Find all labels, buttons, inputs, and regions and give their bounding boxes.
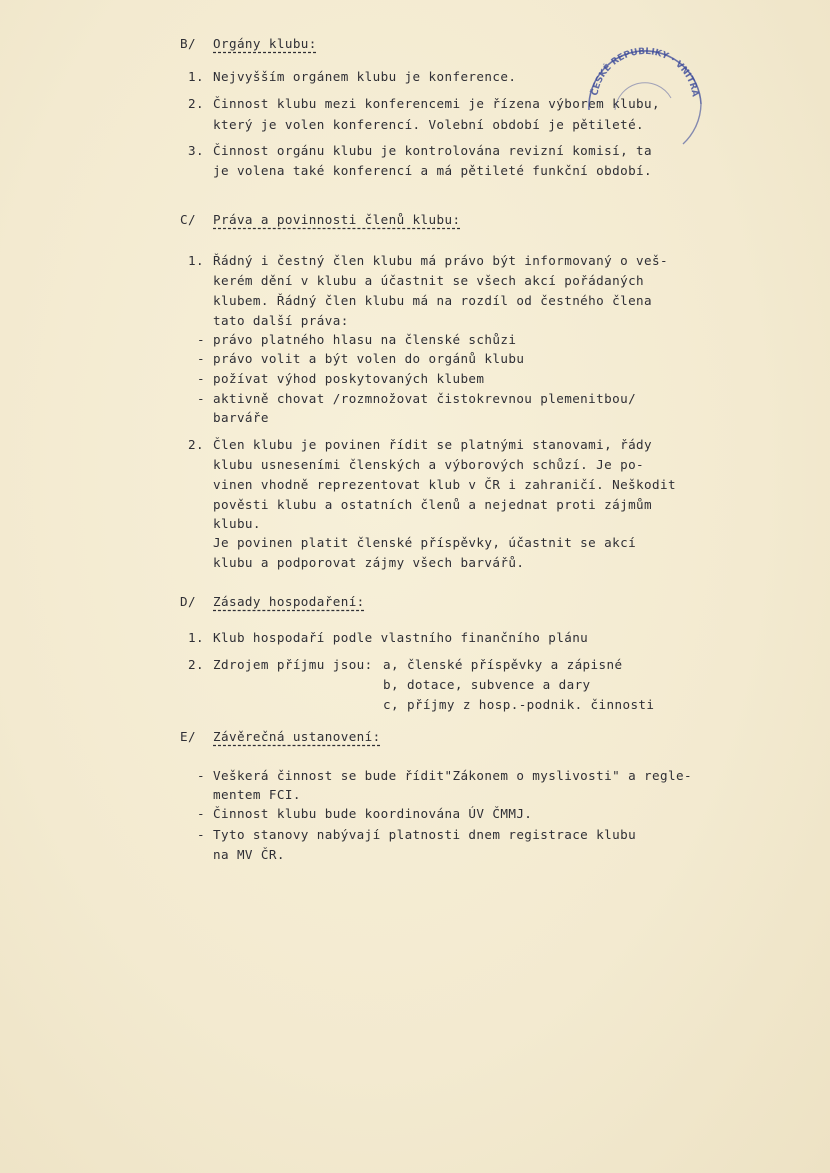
- section-d-heading: Zásady hospodaření:: [213, 594, 365, 609]
- c-item-1-num: 1.: [188, 253, 204, 268]
- b-item-3-line-1: Činnost orgánu klubu je kontrolována revizní komisí, ta: [213, 143, 653, 158]
- c-item-1-line-1: Řádný i čestný člen klubu má právo být informovaný o veš-: [213, 253, 668, 268]
- e-item-1-line-2: mentem FCI.: [213, 787, 301, 802]
- d-source-c: c, příjmy z hosp.-podnik. činnosti: [383, 697, 655, 712]
- d-source-b: b, dotace, subvence a dary: [383, 677, 591, 692]
- stamp-text: ČESKÉ REPUBLIKY · VNITRA: [590, 46, 700, 98]
- c-right-4-dash: -: [197, 391, 205, 406]
- c-item-2-line-2: klubu usneseními členských a výborových schůzí. Je po-: [213, 457, 645, 472]
- b-item-3-num: 3.: [188, 143, 204, 158]
- c-item-2-line-6: Je povinen platit členské příspěvky, účastnit se akcí: [213, 535, 637, 550]
- e-item-2-dash: -: [197, 806, 205, 821]
- c-right-4-cont: barváře: [213, 410, 269, 425]
- section-e-heading: Závěrečná ustanovení:: [213, 729, 381, 744]
- b-item-1-text: Nejvyšším orgánem klubu je konference.: [213, 69, 517, 84]
- c-item-2-line-4: pověsti klubu a ostatních členů a nejednat proti zájmům: [213, 497, 653, 512]
- c-item-2-line-3: vinen vhodně reprezentovat klub v ČR i zahraničí. Neškodit: [213, 477, 676, 492]
- e-item-1-dash: -: [197, 768, 205, 783]
- b-item-2-line-1: Činnost klubu mezi konferencemi je řízena výborem klubu,: [213, 96, 660, 111]
- b-item-2-num: 2.: [188, 96, 204, 111]
- official-stamp: [575, 40, 705, 160]
- c-right-3-dash: -: [197, 371, 205, 386]
- c-item-2-line-1: Člen klubu je povinen řídit se platnými stanovami, řády: [213, 437, 653, 452]
- c-right-3: požívat výhod poskytovaných klubem: [213, 371, 485, 386]
- c-right-4: aktivně chovat /rozmnožovat čistokrevnou plemenitbou/: [213, 391, 637, 406]
- d-item-2-num: 2.: [188, 657, 204, 672]
- c-item-2-line-5: klubu.: [213, 516, 261, 531]
- e-item-3-line-1: Tyto stanovy nabývají platnosti dnem registrace klubu: [213, 827, 637, 842]
- c-right-2-dash: -: [197, 351, 205, 366]
- section-c-letter: C/: [180, 212, 196, 227]
- c-right-2: právo volit a být volen do orgánů klubu: [213, 351, 525, 366]
- c-item-2-line-7: klubu a podporovat zájmy všech barvářů.: [213, 555, 525, 570]
- c-right-1-dash: -: [197, 332, 205, 347]
- c-item-2-num: 2.: [188, 437, 204, 452]
- e-item-3-line-2: na MV ČR.: [213, 847, 285, 862]
- c-item-1-line-3: klubem. Řádný člen klubu má na rozdíl od čestného člena: [213, 293, 653, 308]
- d-item-1-num: 1.: [188, 630, 204, 645]
- b-item-1-num: 1.: [188, 69, 204, 84]
- c-item-1-line-2: kerém dění v klubu a účastnit se všech akcí pořádaných: [213, 273, 645, 288]
- d-item-1-text: Klub hospodaří podle vlastního finančního plánu: [213, 630, 589, 645]
- c-item-1-line-4: tato další práva:: [213, 313, 349, 328]
- e-item-2-line-1: Činnost klubu bude koordinována ÚV ČMMJ.: [213, 806, 533, 821]
- b-item-3-line-2: je volena také konferencí a má pětileté funkční období.: [213, 163, 653, 178]
- section-e-letter: E/: [180, 729, 196, 744]
- section-b-letter: B/: [180, 36, 196, 51]
- c-right-1: právo platného hlasu na členské schůzi: [213, 332, 517, 347]
- d-item-2-text: Zdrojem příjmu jsou:: [213, 657, 373, 672]
- b-item-2-line-2: který je volen konferencí. Volební období je pětileté.: [213, 117, 645, 132]
- e-item-3-dash: -: [197, 827, 205, 842]
- svg-text:ČESKÉ REPUBLIKY · VNITRA: [588, 47, 699, 98]
- e-item-1-line-1: Veškerá činnost se bude řídit"Zákonem o myslivosti" a regle-: [213, 768, 692, 783]
- d-source-a: a, členské příspěvky a zápisné: [383, 657, 623, 672]
- section-b-heading: Orgány klubu:: [213, 36, 317, 51]
- section-c-heading: Práva a povinnosti členů klubu:: [213, 212, 461, 227]
- section-d-letter: D/: [180, 594, 196, 609]
